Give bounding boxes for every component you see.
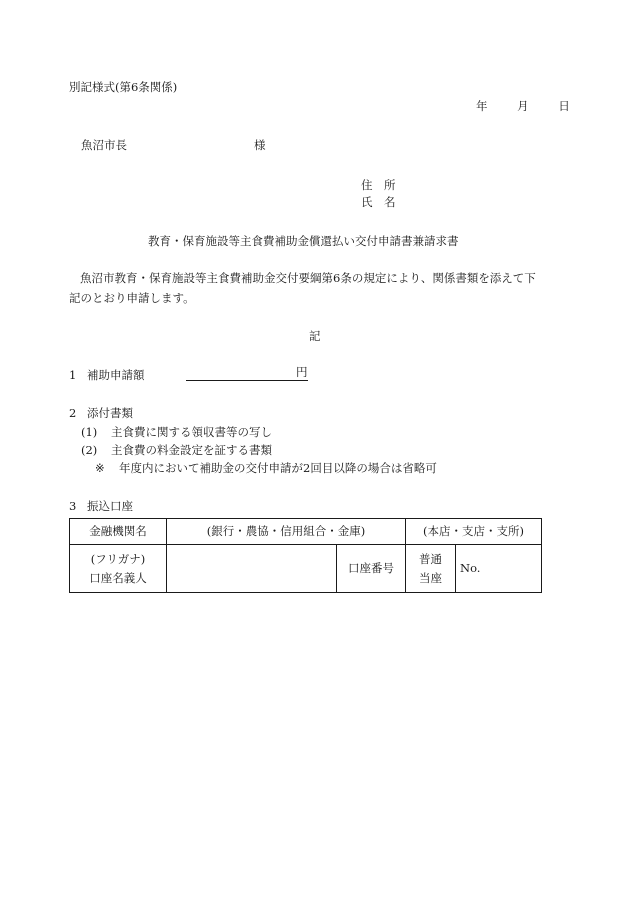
addressee-honorific: 様 [254, 138, 266, 152]
bank-account-table [69, 518, 542, 593]
attachment-item-1-mark: (1) [81, 425, 98, 439]
addressee-name: 魚沼市長 [81, 138, 127, 152]
attachment-item-2-text: 主食費の料金設定を証する書類 [111, 443, 272, 457]
document-title: 教育・保育施設等主食費補助金償還払い交付申請書兼請求書 [148, 234, 459, 248]
amount-unit: 円 [296, 365, 308, 379]
section3-number: 3 [69, 499, 77, 513]
holder-label: 口座名義人 [89, 570, 147, 585]
body-text-line2: 記のとおり申請します。 [69, 291, 195, 305]
bank-institution-row [70, 519, 542, 545]
attachment-item-1-text: 主食費に関する領収書等の写し [111, 425, 272, 439]
account-number-label: 口座番号 [337, 545, 406, 593]
branch-input[interactable] [406, 519, 542, 545]
date-year: 年 [476, 99, 488, 113]
account-no-label: No. [460, 561, 481, 576]
amount-underline [186, 368, 296, 381]
form-reference: 別記様式(第6条関係) [69, 80, 178, 94]
section3-label: 振込口座 [87, 499, 133, 513]
account-number-input[interactable] [456, 545, 542, 593]
account-type-ordinary: 普通 [419, 552, 443, 567]
section1-number: 1 [69, 368, 77, 382]
holder-name-input[interactable] [167, 545, 337, 593]
note-text: 年度内において補助金の交付申請が2回目以降の場合は省略可 [119, 461, 437, 475]
applicant-name-label: 氏 名 [361, 195, 396, 209]
institution-input[interactable] [167, 519, 406, 545]
holder-label-cell [70, 545, 167, 593]
account-type-current: 当座 [419, 570, 443, 585]
attachment-item-2-mark: (2) [81, 443, 98, 457]
institution-types: (銀行・農協・信用組合・金庫) [206, 524, 366, 539]
ki-heading: 記 [309, 329, 321, 343]
section2-number: 2 [69, 406, 77, 420]
account-type-cell[interactable] [406, 545, 456, 593]
furigana-label: (フリガナ) [90, 552, 146, 567]
amount-field[interactable] [186, 367, 308, 381]
date-line [476, 101, 570, 113]
applicant-address-label: 住 所 [361, 178, 396, 192]
date-month: 月 [517, 99, 529, 113]
date-day: 日 [558, 99, 570, 113]
branch-types: (本店・支店・支所) [423, 524, 525, 539]
section2-label: 添付書類 [87, 406, 133, 420]
bank-holder-row [70, 545, 542, 593]
institution-label: 金融機関名 [70, 519, 167, 545]
section1-label: 補助申請額 [87, 368, 145, 382]
note-mark: ※ [95, 461, 105, 475]
body-text-line1: 魚沼市教育・保育施設等主食費補助金交付要綱第6条の規定により、関係書類を添えて下 [80, 271, 536, 285]
